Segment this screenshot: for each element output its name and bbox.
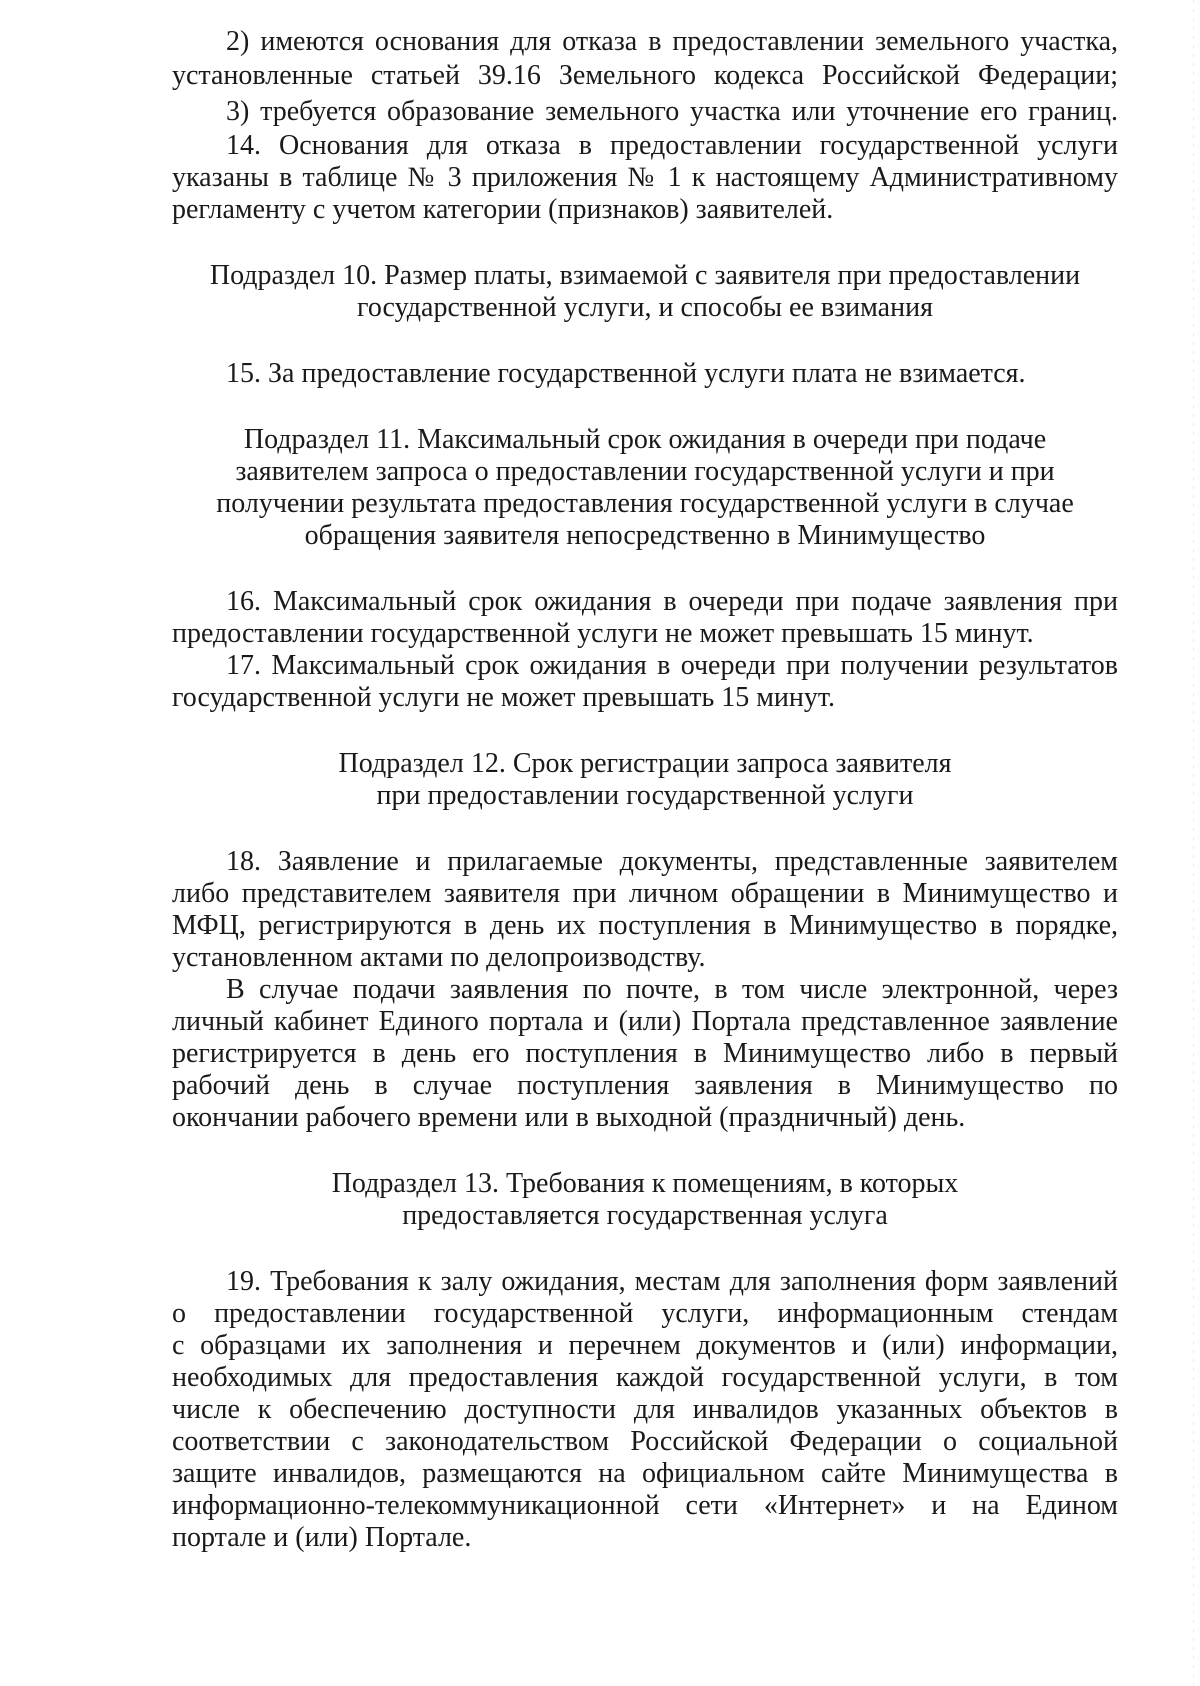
subsection-10-heading-line-2: государственной услуги, и способы ее взимания: [357, 292, 933, 323]
p14-line-1: 14. Основания для отказа в предоставлении государственной услуги: [226, 130, 1118, 161]
p18-line-4: установленном актами по делопроизводству.: [172, 942, 706, 973]
subsection-12-heading-line-2: при предоставлении государственной услуги: [376, 780, 914, 811]
subsection-10-heading-line-1: Подраздел 10. Размер платы, взимаемой с заявителя при предоставлении: [209, 260, 1081, 291]
subsection-13-heading-line-1: Подраздел 13. Требования к помещениям, в которых: [331, 1168, 959, 1199]
p19-line-4: необходимых для предоставления каждой государственной услуги, в том: [172, 1362, 1118, 1393]
scan-edge-artifact: [1193, 0, 1194, 1686]
p14-line-3: регламенту с учетом категории (признаков) заявителей.: [172, 194, 834, 225]
item-2-line-2: установленные статьей 39.16 Земельного кодекса Российской Федерации;: [172, 60, 1118, 91]
p16-line-2: предоставлении государственной услуги не может превышать 15 минут.: [172, 618, 1034, 649]
p19-line-9: портале и (или) Портале.: [172, 1522, 472, 1553]
subsection-11-heading-line-2: заявителем запроса о предоставлении государственной услуги и при: [235, 456, 1055, 487]
p15-line: 15. За предоставление государственной услуги плата не взимается.: [226, 358, 1026, 389]
p18b-line-5: окончании рабочего времени или в выходной (праздничный) день.: [172, 1102, 966, 1133]
subsection-12-heading-line-1: Подраздел 12. Срок регистрации запроса заявителя: [338, 748, 952, 779]
p18-line-2: либо представителем заявителя при личном обращении в Минимущество и: [172, 878, 1118, 909]
subsection-11-heading-line-4: обращения заявителя непосредственно в Минимущество: [304, 520, 986, 551]
item-2-line-1: 2) имеются основания для отказа в предоставлении земельного участка,: [226, 26, 1118, 57]
p19-line-8: информационно-телекоммуникационной сети «Интернет» и на Едином: [172, 1490, 1118, 1521]
p18b-line-4: рабочий день в случае поступления заявления в Минимущество по: [172, 1070, 1118, 1101]
subsection-13-heading-line-2: предоставляется государственная услуга: [402, 1200, 888, 1231]
p19-line-3: с образцами их заполнения и перечнем документов и (или) информации,: [172, 1330, 1118, 1361]
p18-line-1: 18. Заявление и прилагаемые документы, представленные заявителем: [226, 846, 1118, 877]
p14-line-2: указаны в таблице № 3 приложения № 1 к настоящему Административному: [172, 162, 1118, 193]
p18b-line-1: В случае подачи заявления по почте, в том числе электронной, через: [226, 974, 1118, 1005]
p19-line-5: числе к обеспечению доступности для инвалидов указанных объектов в: [172, 1394, 1118, 1425]
p16-line-1: 16. Максимальный срок ожидания в очереди при подаче заявления при: [226, 586, 1118, 617]
p19-line-1: 19. Требования к залу ожидания, местам для заполнения форм заявлений: [226, 1266, 1118, 1297]
p18b-line-3: регистрируется в день его поступления в Минимущество либо в первый: [172, 1038, 1118, 1069]
p18-line-3: МФЦ, регистрируются в день их поступления в Минимущество в порядке,: [172, 910, 1118, 941]
p19-line-2: о предоставлении государственной услуги, информационным стендам: [172, 1298, 1118, 1329]
p18b-line-2: личный кабинет Единого портала и (или) Портала представленное заявление: [172, 1006, 1118, 1037]
p19-line-7: защите инвалидов, размещаются на официальном сайте Минимущества в: [172, 1458, 1118, 1489]
subsection-11-heading-line-1: Подраздел 11. Максимальный срок ожидания в очереди при подаче: [243, 424, 1047, 455]
subsection-11-heading-line-3: получении результата предоставления государственной услуги в случае: [216, 488, 1074, 519]
p17-line-2: государственной услуги не может превышать 15 минут.: [172, 682, 836, 713]
p17-line-1: 17. Максимальный срок ожидания в очереди при получении результатов: [226, 650, 1118, 681]
p19-line-6: соответствии с законодательством Российской Федерации о социальной: [172, 1426, 1118, 1457]
item-3-line: 3) требуется образование земельного участка или уточнение его границ.: [226, 96, 1118, 127]
